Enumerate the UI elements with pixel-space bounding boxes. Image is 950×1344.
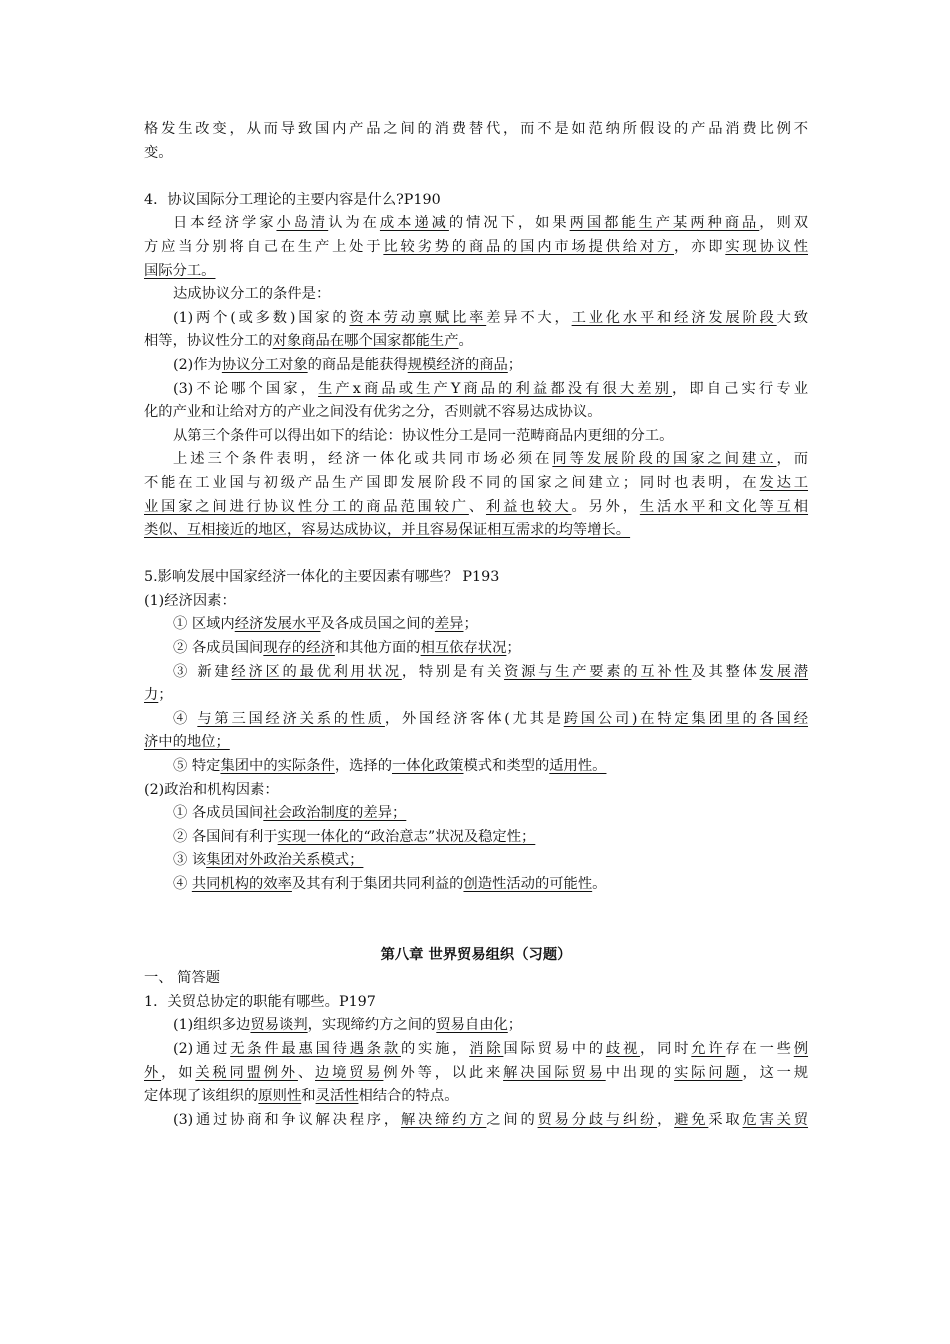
underlined-key-point: 工业化水平和经济发展阶段 xyxy=(571,309,777,326)
text-line xyxy=(144,472,808,496)
underlined-key-point: 避免 xyxy=(674,1111,709,1128)
underlined-key-point: 类似、互相接近的地区，容易达成协议，并且容易保证相互需求的均等增长。 xyxy=(144,522,631,539)
text-run: 存在一些 xyxy=(725,1040,794,1057)
text-run: 及其整体 xyxy=(691,663,760,680)
underlined-key-point: 发展潜 xyxy=(759,663,809,680)
text-line xyxy=(144,330,808,354)
underlined-key-point: 集团中的实际条件 xyxy=(220,758,335,775)
underlined-key-point: 创造性活动的可能性 xyxy=(463,876,593,892)
underlined-key-point: 两国都能生产某两种商品 xyxy=(569,215,760,232)
underlined-key-point: 规模经济的商品 xyxy=(407,356,508,373)
underlined-key-point: 贸易谈判 xyxy=(250,1017,308,1034)
underlined-key-point: 小岛清 xyxy=(276,215,329,232)
text-line xyxy=(144,1014,808,1038)
blank-line xyxy=(144,165,808,189)
underlined-key-point: 资源与生产要素的互补性 xyxy=(504,663,692,680)
text-run: 例外等，以此来 xyxy=(383,1064,504,1081)
underlined-key-point: 资本劳动禀赋比率 xyxy=(349,309,487,326)
text-line xyxy=(144,236,808,260)
underlined-key-point: 跨国公司)在特定集团里的各国经 xyxy=(563,710,809,727)
text-line: 化的产业和让给对方的产业之间没有优劣之分，否则就不容易达成协议。 xyxy=(144,404,602,421)
text-run: 采取 xyxy=(708,1111,743,1128)
text-line xyxy=(144,448,808,472)
underlined-key-point: 贸易自由化 xyxy=(436,1017,508,1034)
underlined-key-point: 同等发展阶段的国家之间建立 xyxy=(552,451,777,468)
underlined-key-point: 发达工 xyxy=(759,474,809,491)
text-line xyxy=(144,826,808,850)
underlined-key-point: 例 xyxy=(793,1040,809,1057)
text-run: 。另外， xyxy=(571,498,640,515)
underlined-key-point: 比较劣势的商品的国内市场提供给对方 xyxy=(383,238,675,255)
underlined-key-point: 经济发展水平 xyxy=(234,616,321,633)
text-line xyxy=(144,802,808,826)
underlined-key-point: 共同机构的效率 xyxy=(191,876,292,892)
text-run: 模式和类型的 xyxy=(463,758,550,775)
text-run: 中出现的 xyxy=(605,1064,675,1081)
text-line xyxy=(144,1109,808,1133)
underlined-key-point: 济中的地位； xyxy=(144,734,230,751)
underlined-key-point: 相互依存状况 xyxy=(420,640,507,657)
text-run: 和其他方面的 xyxy=(334,640,421,657)
text-line: 一、 简答题 xyxy=(144,970,221,987)
text-run: 认为在 xyxy=(328,215,380,232)
text-run: 的实施， xyxy=(400,1040,470,1057)
text-run: (1)两个(或多数)国家的 xyxy=(173,309,350,326)
chapter-title: 第八章 世界贸易组织（习题） xyxy=(380,946,572,963)
text-line xyxy=(144,496,808,520)
text-run: ⑤ 特定 xyxy=(173,758,221,775)
text-run: (3)通过协商和争议解决程序， xyxy=(173,1111,401,1128)
text-run: ，则双 xyxy=(759,215,809,232)
text-line xyxy=(144,637,808,661)
text-run: ① 区域内 xyxy=(173,616,235,633)
text-line xyxy=(144,873,808,897)
text-run: 大致 xyxy=(776,309,809,326)
text-run: (2)作为 xyxy=(173,356,222,373)
underlined-key-point: 允许 xyxy=(691,1040,726,1057)
text-run: ，实现缔约方之间的 xyxy=(307,1017,437,1034)
underlined-key-point: 成本递减 xyxy=(379,215,449,232)
text-run: 日本经济学家 xyxy=(173,215,277,232)
underlined-key-point: 生产x商品或生产Y商品的利益都没有很大差别 xyxy=(318,380,673,397)
underlined-key-point: 现存的经济 xyxy=(263,640,335,657)
text-run: 。 xyxy=(458,333,473,350)
text-line xyxy=(144,613,808,637)
text-run: ； xyxy=(158,687,173,704)
text-line xyxy=(144,1062,808,1086)
underlined-key-point: 一体化政策 xyxy=(392,758,464,775)
underlined-key-point: 适用性。 xyxy=(549,758,607,775)
text-line: 5.影响发展中国家经济一体化的主要因素有哪些？ P193 xyxy=(144,569,500,586)
text-run: 、 xyxy=(468,498,486,515)
text-line xyxy=(144,519,808,543)
text-line: (1)经济因素： xyxy=(144,592,236,609)
underlined-key-point: 协议分工对象 xyxy=(221,356,308,373)
underlined-key-point: 业国家之间进行协议性分工的商品范围较广 xyxy=(144,498,469,515)
text-run: ，选择的 xyxy=(334,758,392,775)
text-line xyxy=(144,1085,808,1109)
text-line xyxy=(144,378,808,402)
text-line xyxy=(144,755,808,779)
text-run: 之间的 xyxy=(486,1111,538,1128)
underlined-key-point: 力 xyxy=(144,687,159,704)
underlined-key-point: 集团对外政治关系模式； xyxy=(206,852,364,869)
underlined-key-point: 社会政治制度的差异； xyxy=(263,805,407,822)
underlined-key-point: 外 xyxy=(144,1064,162,1081)
text-line xyxy=(144,708,808,732)
document-page xyxy=(144,118,808,1132)
underlined-key-point: 无条件最惠国待遇条款 xyxy=(230,1040,401,1057)
text-run: ③ 该 xyxy=(173,852,207,869)
text-run: ④ xyxy=(173,710,198,727)
underlined-key-point: 国际分工。 xyxy=(144,262,216,279)
underlined-key-point: 消除 xyxy=(469,1040,504,1057)
text-run: 国际贸易中的 xyxy=(503,1040,606,1057)
text-line xyxy=(144,307,808,331)
text-line xyxy=(144,260,808,284)
underlined-key-point: 与第三国经济关系的性质 xyxy=(197,710,385,727)
underlined-key-point: 歧视 xyxy=(605,1040,641,1057)
text-line xyxy=(144,684,808,708)
text-run: (2)通过 xyxy=(173,1040,231,1057)
underlined-key-point: 原则性 xyxy=(258,1088,302,1105)
text-run: 方应当分别将自己在生产上处于 xyxy=(144,238,384,255)
text-run: 。 xyxy=(592,876,607,892)
text-run: ； xyxy=(506,640,521,657)
underlined-key-point: 差异 xyxy=(434,616,464,633)
text-run: 上述三个条件表明，经济一体化或共同市场必须在 xyxy=(173,451,553,468)
text-line xyxy=(144,849,808,873)
underlined-key-point: 解决缔约方 xyxy=(400,1111,487,1128)
text-run: ，外国经济客体(尤其是 xyxy=(384,710,564,727)
text-run: 相结合的特点。 xyxy=(358,1088,459,1105)
text-line xyxy=(144,1038,808,1062)
underlined-key-point: 对象商品在哪个国家都能生产 xyxy=(272,333,459,350)
text-run: ， xyxy=(657,1111,675,1128)
text-run: 相等，协议性分工的 xyxy=(144,333,273,350)
text-line: (2)政治和机构因素： xyxy=(144,781,279,798)
underlined-key-point: 贸易分歧与纠纷 xyxy=(537,1111,658,1128)
text-run: ，如 xyxy=(161,1064,196,1081)
underlined-key-point: 灵活性 xyxy=(315,1088,359,1105)
text-run: 定体现了该组织的 xyxy=(144,1088,259,1105)
text-run: ； xyxy=(463,616,478,633)
underlined-key-point: 危害关贸 xyxy=(742,1111,809,1128)
text-line: 从第三个条件可以得出如下的结论：协议性分工是同一范畴商品内更细的分工。 xyxy=(173,427,674,444)
text-run: ，而 xyxy=(776,451,809,468)
underlined-key-point: 实现一体化的“政治意志”状况及稳定性； xyxy=(277,828,536,845)
text-run: 及各成员国之间的 xyxy=(320,616,435,633)
text-line xyxy=(144,212,808,236)
blank-line xyxy=(144,897,808,944)
underlined-key-point: 利益也较大 xyxy=(485,498,572,515)
text-run: 及其有利于集团共同利益的 xyxy=(291,876,464,892)
text-run: 差异不大， xyxy=(486,309,572,326)
underlined-key-point: 生活水平和文化等互相 xyxy=(639,498,809,515)
underlined-key-point: 实际问题 xyxy=(674,1064,743,1081)
text-run: 的商品是能获得 xyxy=(307,356,408,373)
text-run: ② 各成员国间 xyxy=(173,640,264,657)
text-line xyxy=(144,731,808,755)
underlined-key-point: 经济区的最优利用状况 xyxy=(231,663,402,680)
blank-line xyxy=(144,543,808,567)
text-run: (3)不论哪个国家， xyxy=(173,380,319,397)
text-run: 的情况下，如果 xyxy=(448,215,570,232)
text-run: ，亦即 xyxy=(674,238,726,255)
text-line: 达成协议分工的条件是： xyxy=(173,286,331,303)
text-run: ； xyxy=(507,1017,523,1034)
text-run: ② 各国间有利于 xyxy=(173,828,278,845)
text-run: ，特别是有关 xyxy=(401,663,505,680)
underlined-key-point: 解决国际贸易 xyxy=(503,1064,606,1081)
text-line: 变。 xyxy=(144,144,173,161)
text-run: 和 xyxy=(301,1088,316,1105)
text-run: (1)组织多边 xyxy=(173,1017,251,1034)
text-run: ，这一规 xyxy=(742,1064,809,1081)
text-line: 格发生改变，从而导致国内产品之间的消费替代，而不是如范纳所假设的产品消费比例不 xyxy=(144,121,808,137)
text-run: 、 xyxy=(297,1064,316,1081)
text-run: ，同时 xyxy=(640,1040,692,1057)
text-run: ； xyxy=(507,356,523,373)
text-line: 4．协议国际分工理论的主要内容是什么?P190 xyxy=(144,191,441,208)
text-run: ③ 新建 xyxy=(173,663,232,680)
underlined-key-point: 边境贸易 xyxy=(315,1064,384,1081)
text-run: ，即自己实行专业 xyxy=(672,380,809,397)
text-line xyxy=(144,354,808,378)
text-run: ① 各成员国间 xyxy=(173,805,264,822)
text-line: 1．关贸总协定的职能有哪些。P197 xyxy=(144,993,376,1010)
text-run: ④ xyxy=(173,876,192,892)
underlined-key-point: 关税同盟例外 xyxy=(195,1064,298,1081)
underlined-key-point: 实现协议性 xyxy=(725,238,809,255)
text-run: 不能在工业国与初级产品生产国即发展阶段不同的国家之间建立；同时也表明，在 xyxy=(144,474,760,491)
text-line xyxy=(144,661,808,685)
